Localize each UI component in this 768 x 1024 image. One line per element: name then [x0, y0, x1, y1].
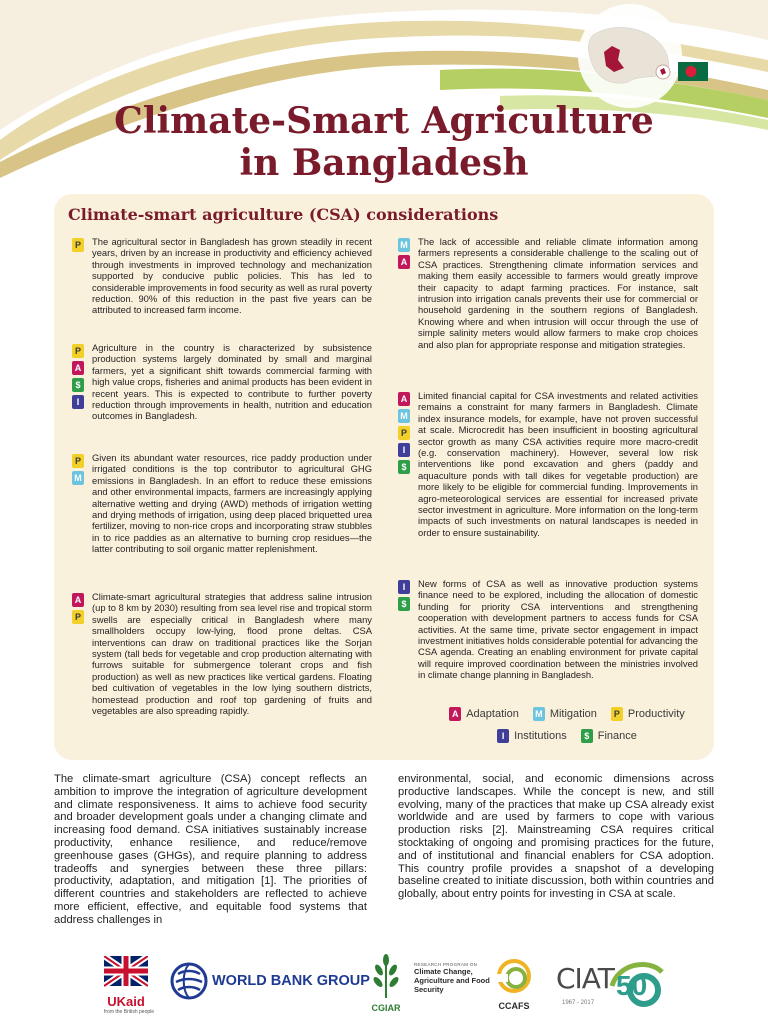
institutions-badge: I: [72, 395, 84, 409]
legend-adaptation: [449, 707, 519, 721]
finance-badge: $: [581, 729, 593, 743]
ccafs-program-logo: [414, 962, 494, 1010]
mitigation-badge: M: [72, 471, 84, 485]
adaptation-badge: A: [398, 255, 410, 269]
csa-entry-text: Agriculture in the country is characterized by subsistence production systems largely dominated by small and marginal farmers, yet a significant shift towards commercial farming with high value crops, fisheries and animal products has been evident in recent years. This is expected to contribute to further poverty reduction through improvements in health, nutrition and education outcomes in Bangladesh.: [92, 342, 372, 422]
legend-label: Adaptation: [466, 708, 519, 720]
csa-entry-text: The lack of accessible and reliable climate information among farmers represents a considerable challenge to the scaling out of CSA practices. Strengthening climate information services and making them easily accessible to farmers would greatly improve their capacity to adapt farming practices. For instance, salt intrusion into irrigation canals prevents their use for commercial or household gardening in the southern regions of Bangladesh. Knowing where and when intrusion will occur through the use of simple salinity meters would allow farmers to make crop choices and also plan for appropriate response and mitigation strategies.: [418, 236, 698, 350]
page-title: [0, 100, 768, 184]
csa-section-heading: Climate-smart agriculture (CSA) considerations: [68, 205, 499, 224]
wheat-icon: [366, 954, 406, 998]
title-line-2: in Bangladesh: [239, 142, 529, 184]
legend-label: Finance: [597, 730, 637, 742]
csa-entry-text: New forms of CSA as well as innovative production systems finance need to be explored, including the allocation of domestic funding for priority CSA interventions and strengthening cooperation with development partners to access funds for CSA activities. At the same time, private sector engagement in impact investment initiatives holds considerable potential for advancing the CSA agenda. Creating an enabling environment for private capital will require improved coordination between the ministries involved in climate change planning in Bangladesh.: [418, 578, 698, 681]
adaptation-badge: A: [72, 593, 84, 607]
ukaid-tagline: from the British people: [104, 1009, 155, 1015]
legend-mitigation: [533, 707, 597, 721]
legend-productivity: [611, 707, 685, 721]
csa-entry-text: Limited financial capital for CSA investments and related activities remains a constraint for many farmers in Bangladesh. Climate index insurance models, for example, have not proven successful at scale. Microcredit has been insufficient in boosting agricultural sector growth as many CSA activities require more macro-credit (e.g. conservation machinery). However, several low risk interventions like pond excavation and ghers (paddy and aquaculture ponds with tall dikes for vegetable production) are more likely to be eligible for commercial funding. Improvements in agro-meteorological services are essential for increased private sector investment in agriculture. More information on the long-term impacts of such investments on natural landscapes is needed in order to ensure sustainability.: [418, 390, 698, 538]
intro-text-left: The climate-smart agriculture (CSA) concept reflects an ambition to improve the integration of agriculture development and climate responsiveness. It aims to achieve food security and broader development goals under a changing climate and increasing food demand. CSA initiatives sustainably increase productivity, enhance resilience, and reduce/remove greenhouse gases (GHGs), and require planning to address tradeoffs and synergies between these three pillars: productivity, adaptation, and mitigation [1]. The priorities of different countries and stakeholders are reflected to achieve more efficient, effective, and equitable food systems that address challenges in: [54, 773, 367, 926]
legend-finance: [581, 729, 637, 743]
badge-group: [72, 454, 86, 488]
productivity-badge: P: [398, 426, 410, 440]
legend-row: [437, 729, 697, 743]
productivity-badge: P: [72, 344, 84, 358]
mitigation-badge: M: [398, 409, 410, 423]
productivity-badge: P: [72, 238, 84, 252]
institutions-badge: I: [398, 580, 410, 594]
legend-row: [437, 707, 697, 721]
world-bank-wordmark: WORLD BANK GROUP: [212, 973, 370, 989]
csa-entry: [398, 578, 702, 698]
adaptation-badge: A: [449, 707, 461, 721]
ukaid-logo: [104, 956, 155, 1015]
csa-entry-text: Given its abundant water resources, rice paddy production under irrigated conditions is the top contributor to agricultural GHG emissions in Bangladesh. In an effort to reduce these emissions and other environmental impacts, farmers are increasingly applying alternative wetting and drying (AWD) methods of irrigation wetting and drying methods of irrigation, using deep placed briquetted urea fertilizer, moving to non-rice crops and incorporating straw stubbles in to rice paddies as an alternative to burning crop residues—the latter contributing to soil organic matter replenishment.: [92, 452, 372, 555]
badge-group: [72, 593, 86, 627]
productivity-badge: P: [611, 707, 623, 721]
intro-text-right: environmental, social, and economic dimensions across productive landscapes. While the concept is new, and still evolving, many of the practices that make up CSA already exist worldwide and are used by farmers to cope with various production risks [2]. Mainstreaming CSA requires critical stocktaking of ongoing and promising practices for the future, and of institutional and financial enablers for CSA adoption. This country profile provides a snapshot of a developing baseline created to initiate discussion, both within countries and globally, about entry points for investing in CSA at scale.: [398, 773, 714, 901]
badge-group: [398, 238, 412, 272]
ccafs-wordmark: CCAFS: [498, 1001, 530, 1011]
ccafs-program-label: RESEARCH PROGRAM ON: [414, 962, 478, 967]
legend-label: Institutions: [514, 730, 567, 742]
ccafs-program-name: Climate Change, Agriculture and Food Security: [414, 967, 490, 994]
productivity-badge: P: [72, 610, 84, 624]
ciat-logo: [556, 956, 666, 1014]
ciat-years: 1967 - 2017: [562, 1000, 595, 1006]
mitigation-badge: M: [533, 707, 545, 721]
cgiar-wordmark: CGIAR: [371, 1003, 401, 1013]
adaptation-badge: A: [398, 392, 410, 406]
adaptation-badge: A: [72, 361, 84, 375]
badge-group: [398, 392, 412, 477]
legend-institutions: [497, 729, 567, 743]
csa-entry: [398, 236, 702, 376]
cgiar-logo: [366, 954, 406, 1016]
badge-group: [72, 344, 86, 412]
globe-icon: [170, 962, 208, 1000]
ccafs-logo: [494, 956, 534, 1016]
csa-entry: [72, 452, 372, 582]
badge-group: [72, 238, 86, 255]
badge-group: [398, 580, 412, 614]
csa-entry: [72, 342, 372, 442]
institutions-badge: I: [398, 443, 410, 457]
csa-entry: [72, 591, 372, 751]
productivity-badge: P: [72, 454, 84, 468]
finance-badge: $: [72, 378, 84, 392]
ciat-anniversary-number: 50: [616, 970, 648, 1001]
legend-label: Mitigation: [549, 708, 597, 720]
csa-entry: [398, 390, 702, 570]
institutions-badge: I: [497, 729, 509, 743]
mitigation-badge: M: [398, 238, 410, 252]
partner-logos: [0, 950, 768, 1020]
world-bank-logo: [170, 962, 370, 1002]
csa-entry: [72, 236, 372, 336]
csa-entry-text: The agricultural sector in Bangladesh has grown steadily in recent years, driven by an increase in productivity and efficiency achieved through investments in improved technology and mechanization supported by conducive public policies. This has led to considerable improvements in food security as well as rural poverty reduction. 90% of this reduction in the past five years can be attributed to increased farm income.: [92, 236, 372, 316]
ccafs-swirl-icon: [494, 956, 534, 996]
title-line-1: Climate-Smart Agriculture: [114, 100, 654, 142]
ciat-wordmark: CIAT: [556, 962, 614, 995]
union-flag-icon: [104, 956, 148, 990]
legend-label: Productivity: [627, 708, 685, 720]
badge-legend: [437, 707, 697, 751]
finance-badge: $: [398, 460, 410, 474]
csa-entry-text: Climate-smart agricultural strategies that address saline intrusion (up to 8 km by 2030) resulting from sea level rise and tropical storm swells are especially critical in Bangladesh where many smallholders occupy low-lying, flood prone deltas. CSA interventions can draw on traditional practices like the Sorjan system (tall beds for vegetable and crop production alternating with furrows suitable for submergence tolerant crops and fish production) as well as new practices like vertical gardens. Floating bed cultivation of vegetables in the low lying southern districts, homestead production and roof top gardening of fruits and vegetables are also spreading rapidly.: [92, 591, 372, 717]
ukaid-wordmark: UKaid: [107, 994, 145, 1009]
finance-badge: $: [398, 597, 410, 611]
